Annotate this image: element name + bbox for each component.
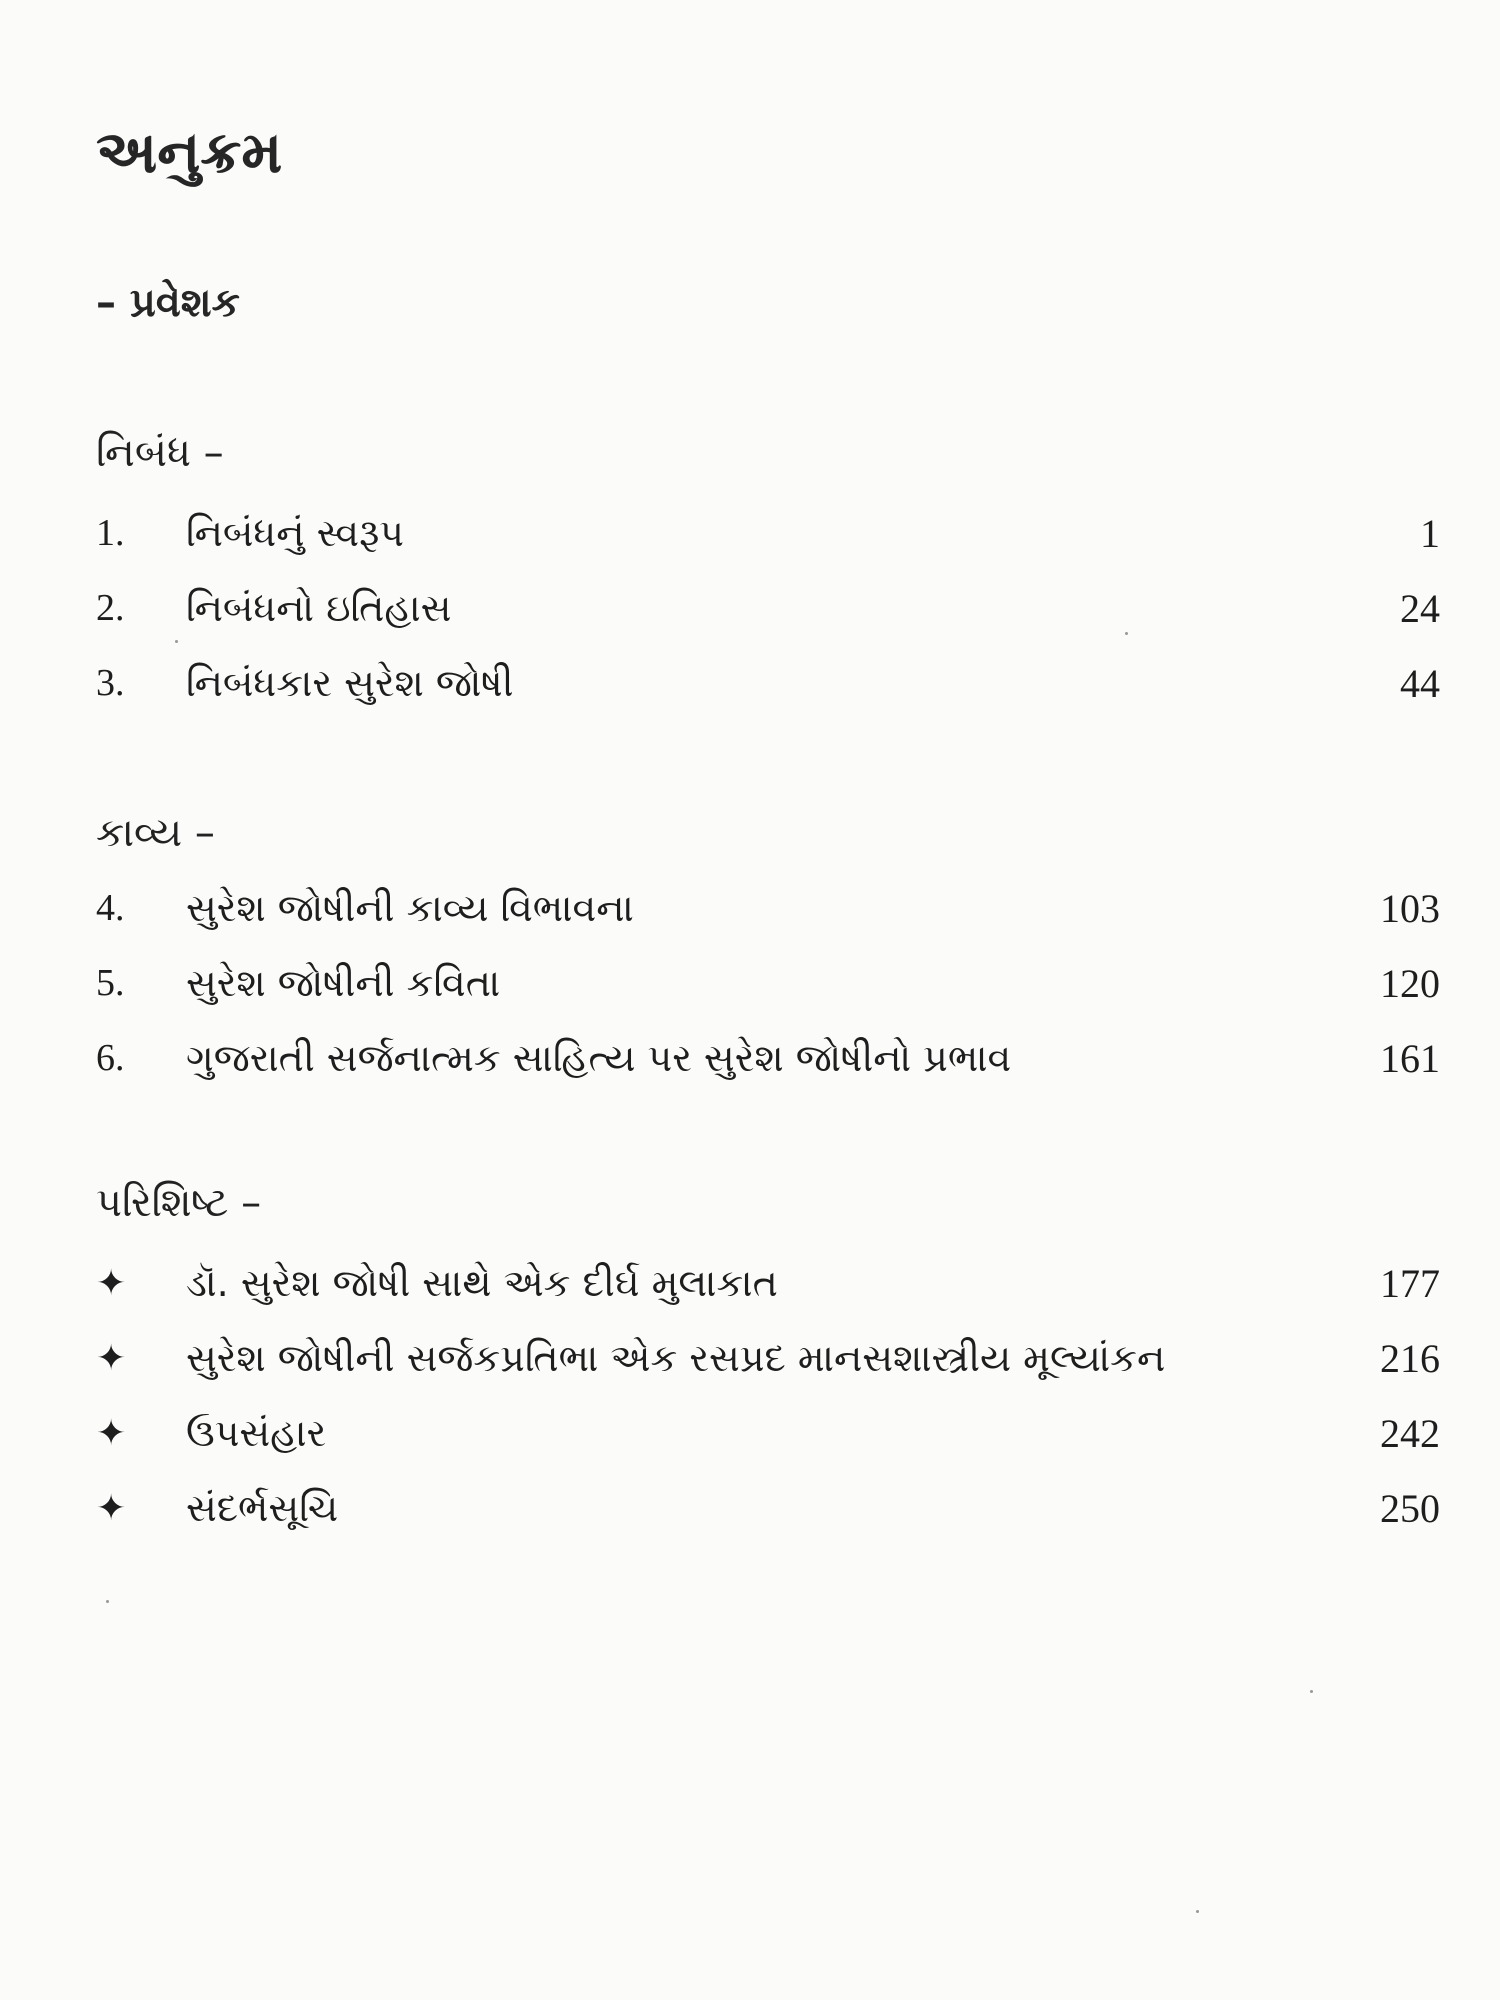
entry-page-number: 161	[1380, 1035, 1440, 1081]
star-bullet-icon: ✦	[96, 1487, 127, 1529]
entry-page-number: 103	[1380, 885, 1440, 931]
star-bullet-icon: ✦	[96, 1262, 127, 1304]
toc-entry	[96, 1030, 1440, 1086]
toc-entry	[96, 955, 1440, 1011]
entry-title: સુરેશ જોષીની સર્જકપ્રતિભા એક રસપ્રદ માનસશાસ્ત્રીય મૂલ્યાંકન	[186, 1335, 1166, 1380]
entry-page-number: 44	[1400, 660, 1440, 706]
entry-title: ઉપસંહાર	[186, 1410, 327, 1455]
star-bullet-icon: ✦	[96, 1412, 127, 1454]
entry-title: સુરેશ જોષીની કવિતા	[186, 960, 501, 1005]
entry-page-number: 24	[1400, 585, 1440, 631]
toc-entry	[96, 580, 1440, 636]
toc-intro: – પ્રવેશક	[96, 280, 240, 326]
scan-speck	[175, 640, 178, 643]
entry-page-number: 120	[1380, 960, 1440, 1006]
entry-number: 6.	[96, 1037, 125, 1079]
entry-page-number: 216	[1380, 1335, 1440, 1381]
toc-entry	[96, 505, 1440, 561]
toc-entry	[96, 655, 1440, 711]
entry-page-number: 177	[1380, 1260, 1440, 1306]
entry-title: નિબંધકાર સુરેશ જોષી	[186, 660, 514, 705]
entry-page-number: 242	[1380, 1410, 1440, 1456]
entry-title: સંદર્ભસૂચિ	[186, 1485, 339, 1530]
entry-number: 4.	[96, 887, 125, 929]
entry-title: નિબંધનું સ્વરૂપ	[186, 510, 404, 555]
entry-number: 5.	[96, 962, 125, 1004]
entry-title: નિબંધનો ઇતિહાસ	[186, 585, 452, 630]
entry-number: 1.	[96, 512, 125, 554]
entry-number: 2.	[96, 587, 125, 629]
entry-title: ડૉ. સુરેશ જોષી સાથે એક દીર્ઘ મુલાકાત	[186, 1260, 778, 1305]
entry-title: સુરેશ જોષીની કાવ્ય વિભાવના	[186, 885, 634, 930]
entry-page-number: 250	[1380, 1485, 1440, 1531]
section-heading-nibandh: નિબંધ –	[96, 430, 224, 476]
page-title: અનુક્રમ	[96, 118, 283, 186]
toc-entry	[96, 1480, 1440, 1536]
toc-entry	[96, 1255, 1440, 1311]
scan-speck	[106, 1600, 109, 1603]
toc-entry	[96, 1330, 1440, 1386]
scan-speck	[1310, 1690, 1313, 1693]
star-bullet-icon: ✦	[96, 1337, 127, 1379]
toc-entry	[96, 880, 1440, 936]
entry-page-number: 1	[1420, 510, 1440, 556]
entry-title: ગુજરાતી સર્જનાત્મક સાહિત્ય પર સુરેશ જોષીનો પ્રભાવ	[186, 1035, 1012, 1080]
toc-entry	[96, 1405, 1440, 1461]
scan-speck	[1196, 1910, 1199, 1913]
section-heading-parishisht: પરિશિષ્ટ –	[96, 1180, 262, 1226]
section-heading-kavya: કાવ્ય –	[96, 810, 215, 856]
scan-speck	[1125, 632, 1128, 635]
entry-number: 3.	[96, 662, 125, 704]
